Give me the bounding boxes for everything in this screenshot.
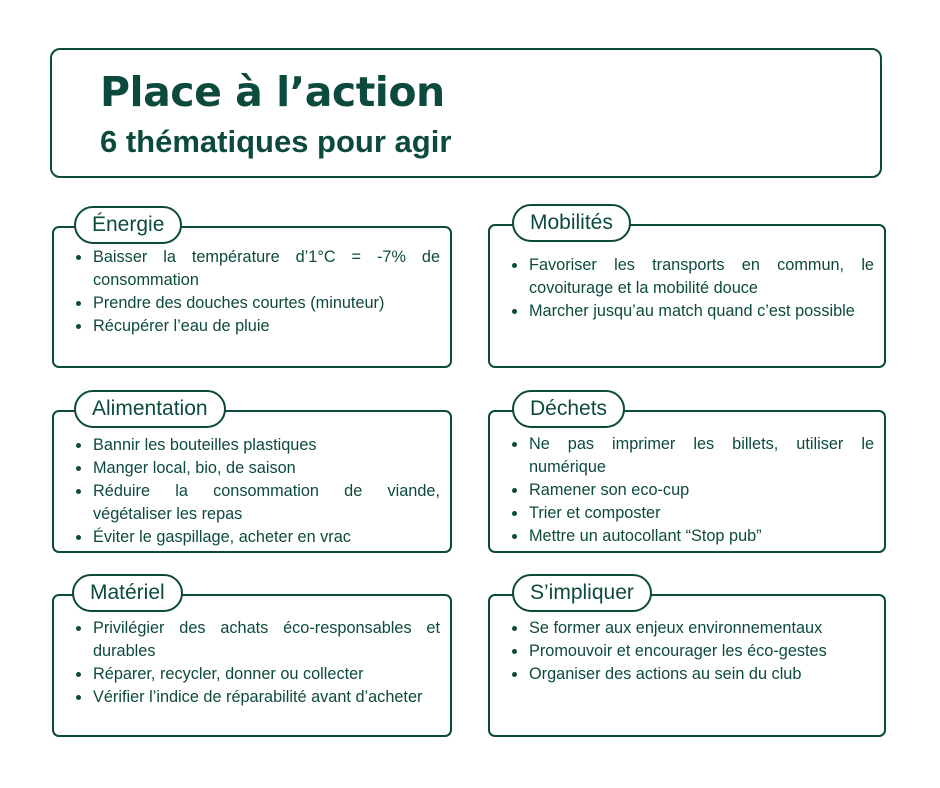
list-item: Prendre des douches courtes (minuteur) <box>76 292 440 315</box>
list-item: Baisser la température d’1°C = -7% de consommation <box>76 246 440 292</box>
page-subtitle: 6 thématiques pour agir <box>100 124 452 159</box>
item-list <box>76 434 440 549</box>
bullet-icon <box>512 534 517 539</box>
item-list <box>76 246 440 338</box>
item-list <box>512 433 874 548</box>
page-title: Place à l’action <box>100 68 445 116</box>
item-list <box>512 254 874 323</box>
bullet-icon <box>512 511 517 516</box>
list-item: Se former aux enjeux environnementaux <box>512 617 874 640</box>
card-title: Déchets <box>512 390 625 428</box>
list-item: Favoriser les transports en commun, le covoiturage et la mobilité douce <box>512 254 874 300</box>
bullet-icon <box>512 263 517 268</box>
card-title: Matériel <box>72 574 183 612</box>
bullet-icon <box>76 443 81 448</box>
item-list <box>76 617 440 709</box>
list-item: Ne pas imprimer les billets, utiliser le numérique <box>512 433 874 479</box>
list-item: Vérifier l’indice de réparabilité avant d’acheter <box>76 686 440 709</box>
list-item: Éviter le gaspillage, acheter en vrac <box>76 526 440 549</box>
bullet-icon <box>76 626 81 631</box>
bullet-icon <box>76 489 81 494</box>
card-materiel <box>52 581 452 737</box>
list-item: Réparer, recycler, donner ou collecter <box>76 663 440 686</box>
card-simpliquer <box>488 581 886 737</box>
item-list <box>512 617 874 686</box>
bullet-icon <box>76 466 81 471</box>
list-item: Privilégier des achats éco-responsables et durables <box>76 617 440 663</box>
bullet-icon <box>512 488 517 493</box>
header-box <box>50 48 882 178</box>
bullet-icon <box>76 301 81 306</box>
list-item: Promouvoir et encourager les éco-gestes <box>512 640 874 663</box>
card-title: S’impliquer <box>512 574 652 612</box>
card-title: Alimentation <box>74 390 226 428</box>
list-item: Manger local, bio, de saison <box>76 457 440 480</box>
list-item: Trier et composter <box>512 502 874 525</box>
bullet-icon <box>76 695 81 700</box>
bullet-icon <box>512 442 517 447</box>
card-mobilites <box>488 211 886 368</box>
card-energie <box>52 213 452 368</box>
bullet-icon <box>512 626 517 631</box>
card-title: Mobilités <box>512 204 631 242</box>
bullet-icon <box>512 309 517 314</box>
bullet-icon <box>76 535 81 540</box>
list-item: Bannir les bouteilles plastiques <box>76 434 440 457</box>
bullet-icon <box>512 672 517 677</box>
bullet-icon <box>76 324 81 329</box>
bullet-icon <box>76 255 81 260</box>
bullet-icon <box>76 672 81 677</box>
list-item: Marcher jusqu’au match quand c’est possible <box>512 300 874 323</box>
list-item: Récupérer l’eau de pluie <box>76 315 440 338</box>
card-alimentation <box>52 397 452 553</box>
card-dechets <box>488 397 886 553</box>
list-item: Réduire la consommation de viande, végétaliser les repas <box>76 480 440 526</box>
card-title: Énergie <box>74 206 182 244</box>
list-item: Organiser des actions au sein du club <box>512 663 874 686</box>
list-item: Ramener son eco-cup <box>512 479 874 502</box>
list-item: Mettre un autocollant “Stop pub” <box>512 525 874 548</box>
bullet-icon <box>512 649 517 654</box>
